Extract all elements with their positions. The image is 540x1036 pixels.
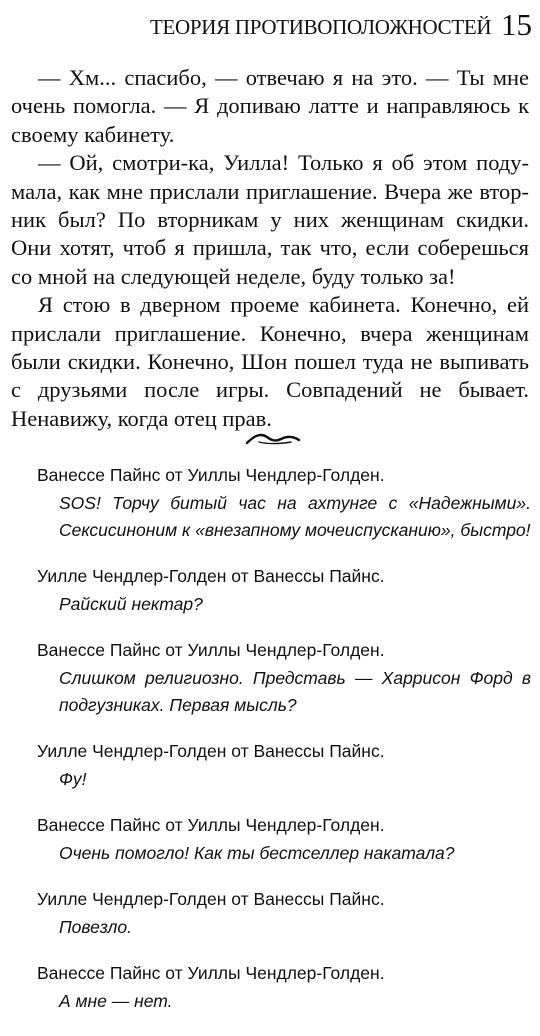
message-text: Райский нектар?	[59, 594, 203, 614]
message	[37, 565, 531, 618]
paragraph: — Хм... спасибо, — отвечаю я на это. — Ты мне очень помогла. — Я допиваю латте и направляюсь к своему кабинету.	[11, 65, 529, 147]
running-title: ТЕОРИЯ ПРОТИВОПОЛОЖНОСТЕЙ	[150, 15, 492, 39]
swash-ornament-icon	[245, 431, 301, 447]
message	[37, 464, 531, 544]
message-text: Слишком религиозно. Представь — Харрисон Форд в подгузниках. Первая мысль?	[59, 668, 531, 715]
message	[37, 814, 531, 867]
message-thread	[37, 464, 531, 1036]
message-text: Фу!	[59, 769, 87, 789]
paragraph: Я стою в дверном проеме кабинета. Конечно, ей прислали приглашение. Конечно, вчера женщинам были скидки. Конечно, Шон пошел туда не выпивать с друзьями после игры. Совпадений не бывает. Ненавижу, когда отец прав.	[11, 292, 529, 431]
message-header: Уилле Чендлер-Голден от Ванессы Пайнс.	[37, 741, 385, 761]
message-header: Ванессе Пайнс от Уиллы Чендлер-Голден.	[37, 640, 385, 660]
paragraph: — Ой, смотри-ка, Уилла! Только я об этом подумала, как мне прислали приглашение. Вчера же вторник был? По вторникам у них женщинам скидки. Они хотят, чтоб я пришла, так что, если соберешься со мной на следующей неделе, буду только за!	[11, 150, 529, 289]
message-text: SOS! Торчу битый час на ахтунге с «Надежными». Сексисиноним к «внезапному мочеиспусканию», быстро!	[59, 493, 531, 540]
message	[37, 962, 531, 1015]
message-header: Ванессе Пайнс от Уиллы Чендлер-Голден.	[37, 963, 385, 983]
message	[37, 740, 531, 793]
message-text: Повезло.	[59, 917, 132, 937]
message-text: А мне — нет.	[59, 991, 173, 1011]
page-header	[0, 4, 540, 44]
message-text: Очень помогло! Как ты бестселлер накатала?	[59, 843, 455, 863]
message	[37, 888, 531, 941]
message	[37, 639, 531, 719]
message-header: Ванессе Пайнс от Уиллы Чендлер-Голден.	[37, 465, 385, 485]
body-text	[11, 64, 529, 433]
page-number: 15	[501, 7, 532, 42]
message-header: Ванессе Пайнс от Уиллы Чендлер-Голден.	[37, 815, 385, 835]
message-header: Уилле Чендлер-Голден от Ванессы Пайнс.	[37, 566, 385, 586]
message-header: Уилле Чендлер-Голден от Ванессы Пайнс.	[37, 889, 385, 909]
